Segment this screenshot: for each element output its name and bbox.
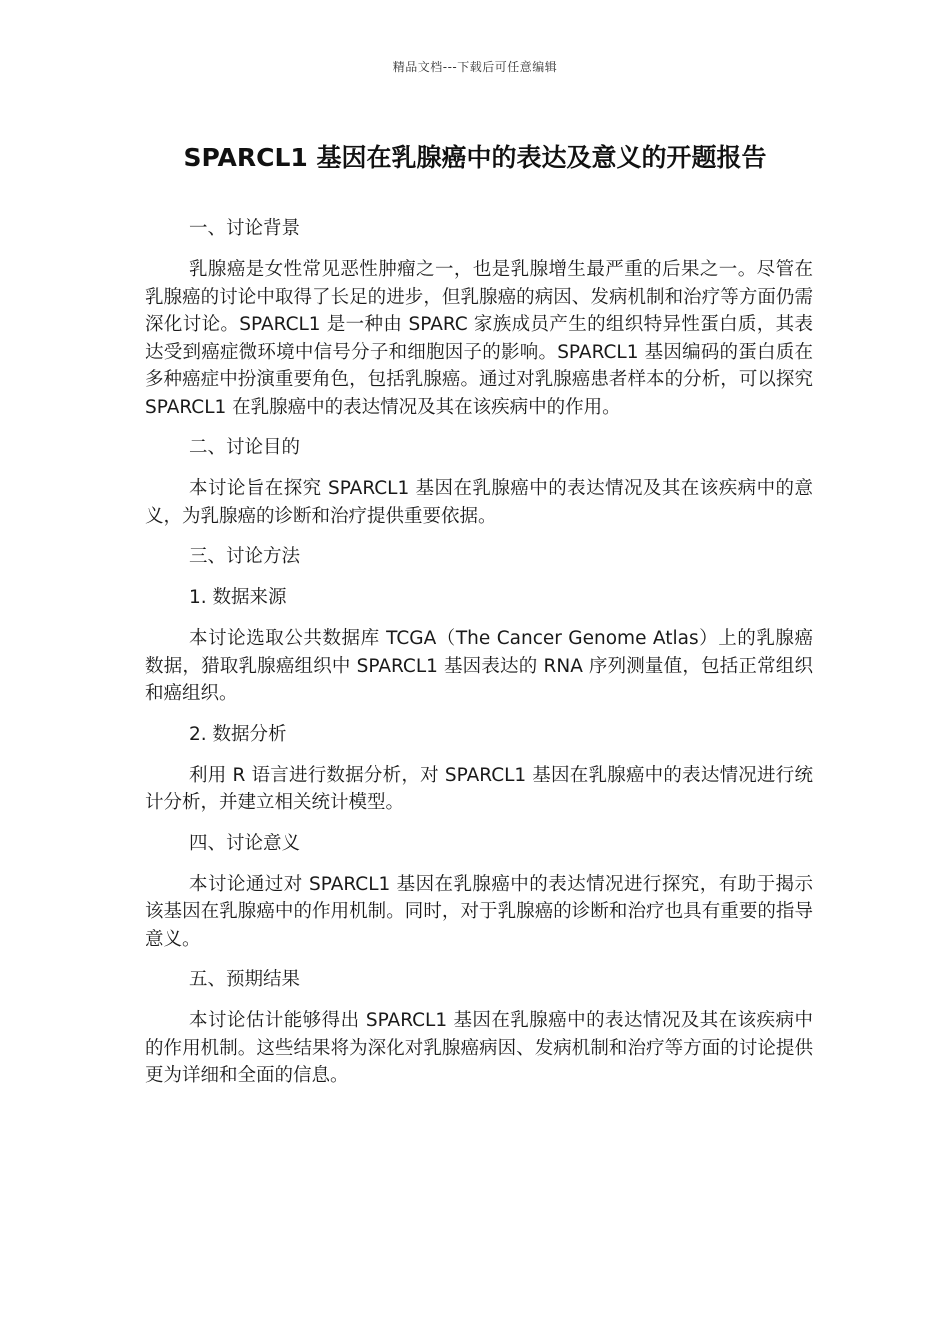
- section-heading-significance: 四、讨论意义: [189, 832, 301, 854]
- subheading-data-analysis: 2. 数据分析: [189, 723, 287, 745]
- paragraph-expected-results: 本讨论估计能够得出 SPARCL1 基因在乳腺癌中的表达情况及其在该疾病中的作用机制。这些结果将为深化对乳腺癌病因、发病机制和治疗等方面的讨论提供更为详细和全面的信息。: [145, 1010, 813, 1086]
- paragraph-data-analysis: 利用 R 语言进行数据分析，对 SPARCL1 基因在乳腺癌中的表达情况进行统计分析，并建立相关统计模型。: [145, 764, 813, 813]
- section-heading-purpose: 二、讨论目的: [189, 437, 301, 458]
- header-note: 精品文档---下载后可任意编辑: [392, 60, 558, 74]
- paragraph-purpose: 本讨论旨在探究 SPARCL1 基因在乳腺癌中的表达情况及其在该疾病中的意义，为乳腺癌的诊断和治疗提供重要依据。: [145, 478, 813, 527]
- section-heading-methods: 三、讨论方法: [189, 546, 301, 567]
- paragraph-background: 乳腺癌是女性常见恶性肿瘤之一，也是乳腺增生最严重的后果之一。尽管在乳腺癌的讨论中取得了长足的进步，但乳腺癌的病因、发病机制和治疗等方面仍需深化讨论。SPARCL1 是一种由 SPARC 家族成员产生的组织特异性蛋白质，其表达受到癌症微环境中信号分子和细胞因子的影响。SPARCL1 基因编码的蛋白质在多种癌症中扮演重要角色，包括乳腺癌。通过对乳腺癌患者样本的分析，可以探究 SPARCL1 在乳腺癌中的表达情况及其在该疾病中的作用。: [145, 259, 813, 418]
- document-body: [145, 215, 813, 1103]
- paragraph-data-source: 本讨论选取公共数据库 TCGA（The Cancer Genome Atlas）上的乳腺癌数据，猎取乳腺癌组织中 SPARCL1 基因表达的 RNA 序列测量值，包括正常组织和癌组织。: [145, 628, 813, 704]
- subheading-data-source: 1. 数据来源: [189, 587, 287, 608]
- section-heading-background: 一、讨论背景: [189, 218, 301, 239]
- paragraph-significance: 本讨论通过对 SPARCL1 基因在乳腺癌中的表达情况进行探究，有助于揭示该基因在乳腺癌中的作用机制。同时，对于乳腺癌的诊断和治疗也具有重要的指导意义。: [145, 873, 813, 950]
- document-title: SPARCL1 基因在乳腺癌中的表达及意义的开题报告: [183, 143, 767, 172]
- section-heading-expected-results: 五、预期结果: [189, 969, 301, 990]
